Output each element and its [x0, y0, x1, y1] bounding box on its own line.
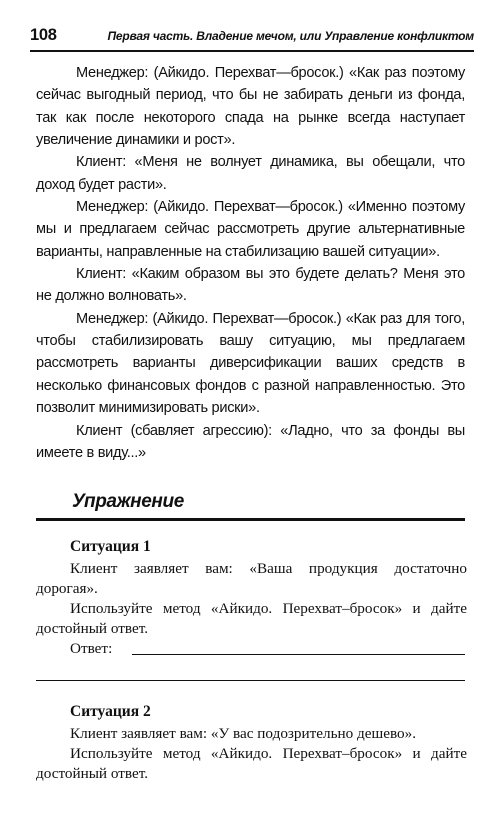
dialogue-paragraph: Менеджер: (Айкидо. Перехват—бросок.) «Как раз для того, чтобы стабилизировать вашу ситуацию, мы предлагаем рассмотреть варианты диверсификации ваших средств в несколько финансовых фондов с разной направленностью. Это позволит минимизировать риски».	[36, 310, 465, 417]
answer-line-extra	[36, 680, 465, 681]
dialogue-block	[36, 62, 465, 464]
situation-statement: Клиент заявляет вам: «У вас подозрительно дешево».	[70, 725, 416, 742]
answer-line	[132, 654, 465, 655]
situation-statement: Клиент заявляет вам: «Ваша продукция достаточно дорогая».	[36, 560, 467, 597]
dialogue-paragraph: Клиент: «Каким образом вы это будете делать? Меня это не должно волновать».	[36, 266, 465, 305]
running-header	[30, 26, 474, 52]
dialogue-paragraph: Менеджер: (Айкидо. Перехват—бросок.) «Именно поэтому мы и предлагаем сейчас рассмотреть другие альтернативные варианты, направленные на стабилизацию вашей ситуации».	[36, 199, 465, 260]
situation-1	[36, 537, 467, 659]
dialogue-paragraph: Клиент (сбавляет агрессию): «Ладно, что за фонды вы имеете в виду...»	[36, 422, 465, 461]
page-number: 108	[30, 26, 57, 44]
answer-label: Ответ:	[70, 640, 113, 657]
situation-title: Ситуация 1	[70, 538, 151, 555]
answer-row	[36, 639, 467, 659]
dialogue-paragraph: Клиент: «Меня не волнует динамика, вы обещали, что доход будет расти».	[36, 154, 465, 193]
situation-2	[36, 702, 467, 784]
dialogue-paragraph: Менеджер: (Айкидо. Перехват—бросок.) «Как раз поэтому сейчас выгодный период, что бы не забирать деньги из фонда, так как после некоторого спада на рынке всегда наступает увеличение динамики и рост».	[36, 65, 465, 149]
running-title: Первая часть. Владение мечом, или Управление конфликтом	[107, 29, 474, 43]
section-divider	[36, 518, 465, 521]
situation-instruction: Используйте метод «Айкидо. Перехват–бросок» и дайте достойный ответ.	[36, 600, 467, 637]
situation-title: Ситуация 2	[70, 703, 151, 720]
situation-instruction: Используйте метод «Айкидо. Перехват–бросок» и дайте достойный ответ.	[36, 745, 467, 782]
section-title: Упражнение	[72, 491, 184, 512]
